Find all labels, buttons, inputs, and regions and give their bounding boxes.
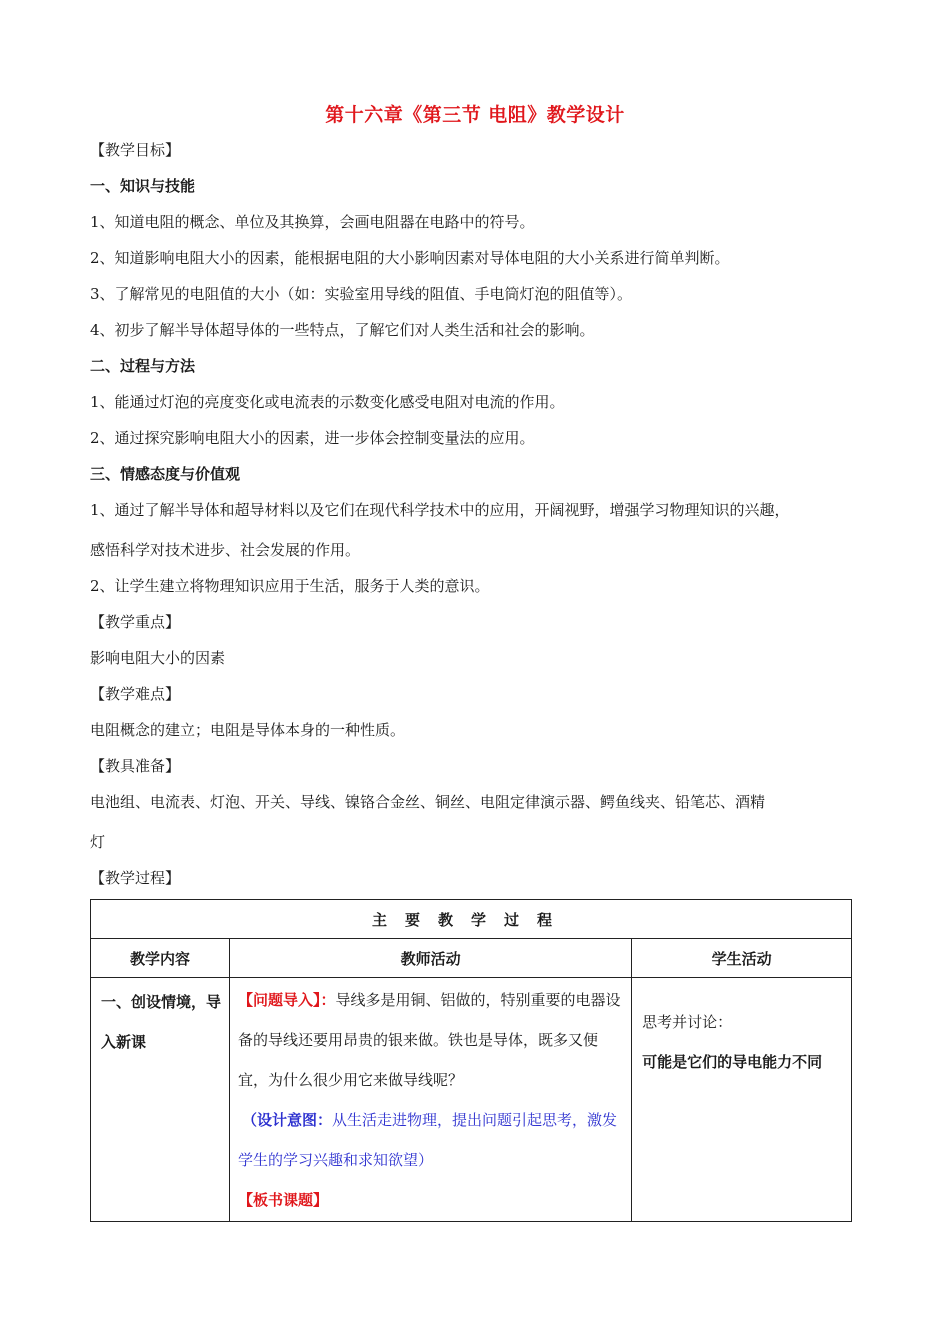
materials-line-2: 灯: [90, 833, 106, 851]
emotion-item-1-line-1: 1、通过了解半导体和超导材料以及它们在现代科学技术中的应用，开阔视野，增强学习物理知识的兴趣，: [90, 501, 790, 519]
row-teacher-cell: [230, 978, 632, 1222]
col-header-teacher: 教师活动: [230, 939, 632, 978]
knowledge-heading: 一、知识与技能: [90, 177, 196, 195]
process-heading: 二、过程与方法: [90, 357, 196, 375]
row-content-cell: [91, 978, 230, 1222]
process-item-2: 2、通过探究影响电阻大小的因素，进一步体会控制变量法的应用。: [90, 429, 535, 447]
emotion-heading: 三、情感态度与价值观: [90, 465, 241, 483]
materials-heading: 【教具准备】: [90, 757, 181, 775]
knowledge-item-4: 4、初步了解半导体超导体的一些特点，了解它们对人类生活和社会的影响。: [90, 321, 595, 339]
emotion-item-2: 2、让学生建立将物理知识应用于生活，服务于人类的意识。: [90, 577, 490, 595]
difficulty-text: 电阻概念的建立；电阻是导体本身的一种性质。: [90, 721, 406, 739]
question-intro-text: 导线多是用铜、铝做的，特别重要的电器设备的导线还要用昂贵的银来做。铁也是导体，既多又便宜，为什么很少用它来做导线呢？: [238, 991, 621, 1089]
difficulty-heading: 【教学难点】: [90, 685, 181, 703]
materials-line-1: 电池组、电流表、灯泡、开关、导线、镍铬合金丝、铜丝、电阻定律演示器、鳄鱼线夹、铅笔芯、酒精: [90, 793, 766, 811]
student-intro-text: 思考并讨论：: [642, 1013, 733, 1031]
design-intent-label: （设计意图：: [242, 1111, 333, 1129]
knowledge-item-3: 3、了解常见的电阻值的大小（如：实验室用导线的阻值、手电筒灯泡的阻值等）。: [90, 285, 633, 303]
design-intent-text: 从生活走进物理，提出问题引起思考，激发学生的学习兴趣和求知欲望）: [238, 1111, 618, 1169]
teaching-process-table: [90, 899, 852, 1222]
document-title: 第十六章《第三节 电阻》教学设计: [325, 104, 625, 126]
col-header-student: 学生活动: [632, 939, 852, 978]
table-row: [91, 978, 852, 1222]
student-answer-text: 可能是它们的导电能力不同: [642, 1053, 823, 1071]
table-main-header: 主要教学过程: [91, 900, 852, 939]
board-title-label: 【板书课题】: [238, 1191, 329, 1209]
knowledge-item-2: 2、知道影响电阻大小的因素，能根据电阻的大小影响因素对导体电阻的大小关系进行简单判断。: [90, 249, 730, 267]
process-item-1: 1、能通过灯泡的亮度变化或电流表的示数变化感受电阻对电流的作用。: [90, 393, 565, 411]
col-header-content: 教学内容: [91, 939, 230, 978]
row-content-text: 一、创设情境，导入新课: [101, 993, 222, 1051]
question-intro-label: 【问题导入】：: [238, 991, 336, 1009]
teaching-process-heading: 【教学过程】: [90, 869, 181, 887]
knowledge-item-1: 1、知道电阻的概念、单位及其换算，会画电阻器在电路中的符号。: [90, 213, 535, 231]
objectives-heading: 【教学目标】: [90, 141, 181, 159]
key-points-text: 影响电阻大小的因素: [90, 649, 226, 667]
key-points-heading: 【教学重点】: [90, 613, 181, 631]
emotion-item-1-line-2: 感悟科学对技术进步、社会发展的作用。: [90, 541, 361, 559]
row-student-cell: [632, 978, 852, 1222]
